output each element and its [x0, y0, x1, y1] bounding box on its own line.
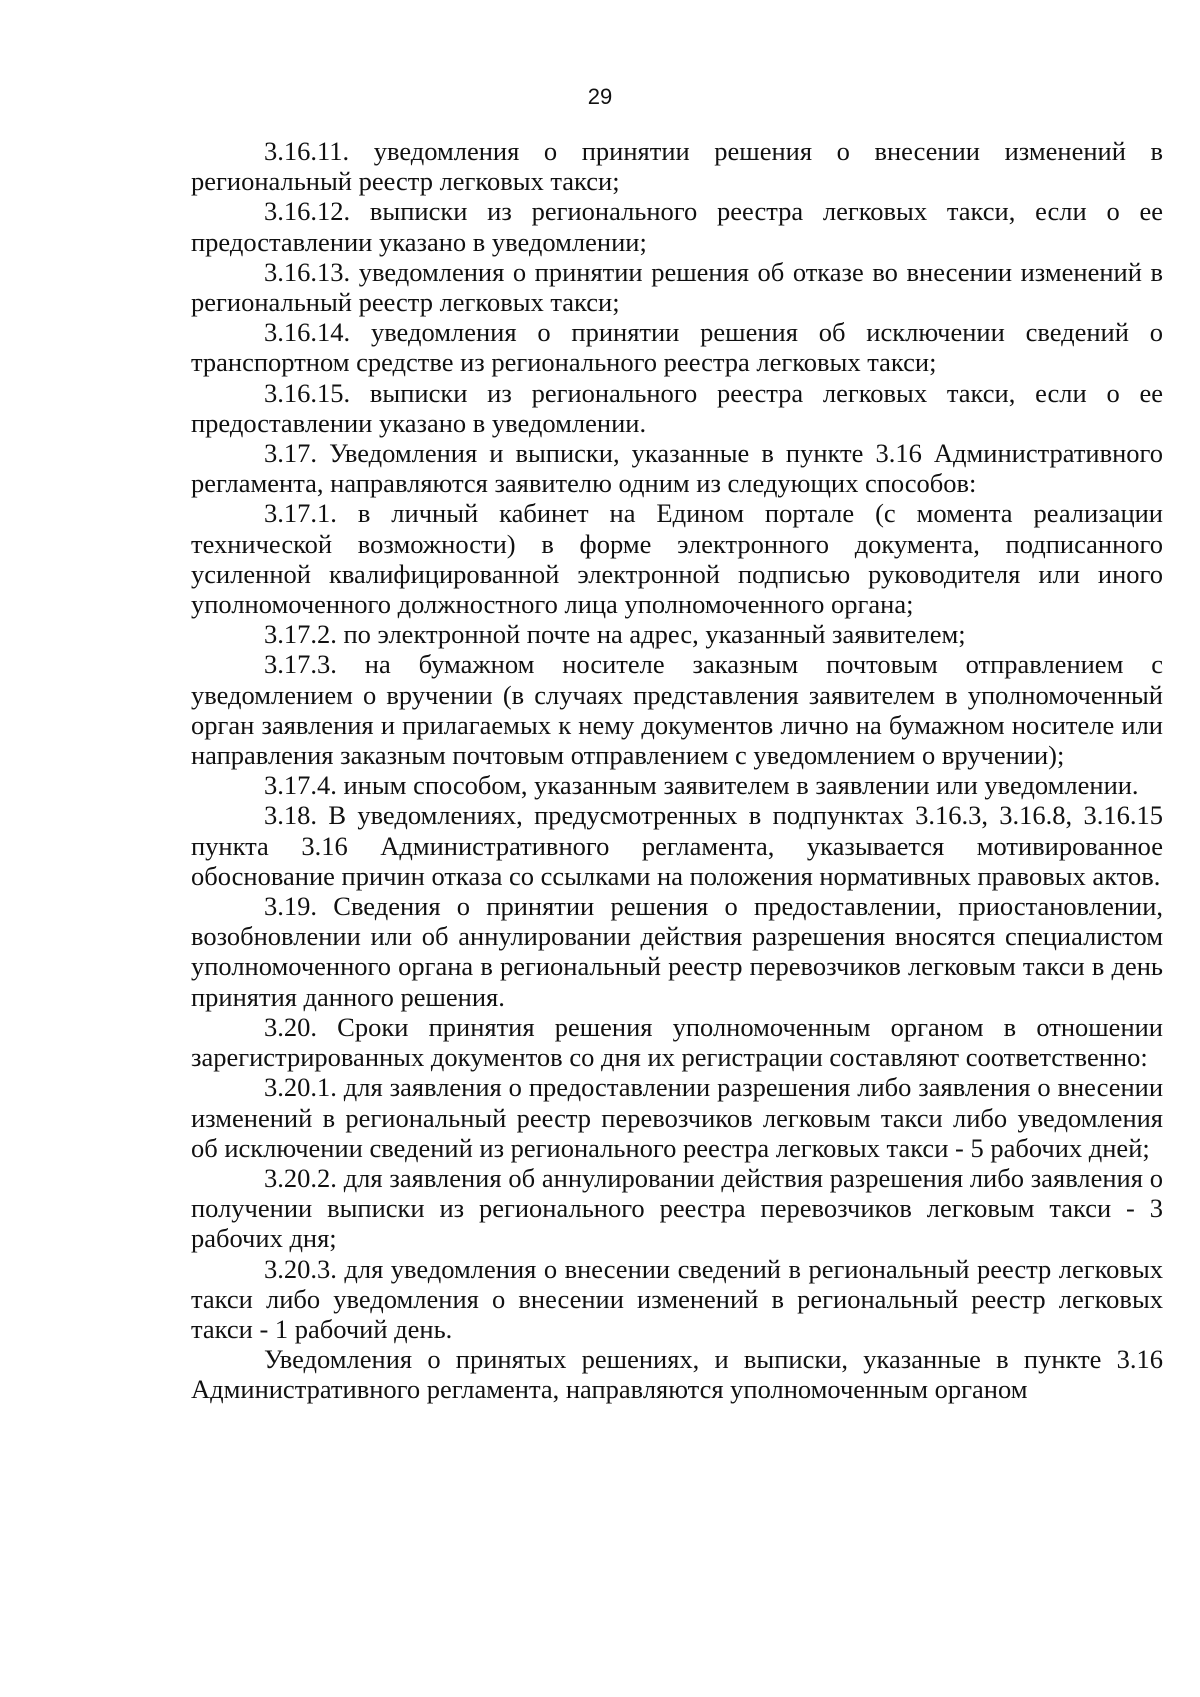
paragraph-3-17-3: 3.17.3. на бумажном носителе заказным почтовым отправлением с уведомлением о вручении (в случаях представления заявителем в уполномоченный орган заявления и прилагаемых к нему документов лично на бумажном носителе или направления заказным почтовым отправлением с уведомлением о вручении);	[191, 649, 1163, 771]
paragraph-3-16-13: 3.16.13. уведомления о принятии решения об отказе во внесении изменений в региональный реестр легковых такси;	[191, 256, 1163, 318]
paragraph-3-20-1: 3.20.1. для заявления о предоставлении разрешения либо заявления о внесении изменений в региональный реестр перевозчиков легковым такси либо уведомления об исключении сведений из регионального реестра легковых такси - 5 рабочих дней;	[191, 1072, 1163, 1163]
paragraph-3-20-2: 3.20.2. для заявления об аннулировании действия разрешения либо заявления о получении выписки из регионального реестра перевозчиков легковым такси - 3 рабочих дня;	[191, 1162, 1163, 1254]
document-body	[191, 136, 1163, 1405]
paragraph-3-17-4: 3.17.4. иным способом, указанным заявителем в заявлении или уведомлении.	[264, 770, 1139, 801]
paragraph-3-16-14: 3.16.14. уведомления о принятии решения об исключении сведений о транспортном средстве из регионального реестра легковых такси;	[191, 317, 1163, 378]
paragraph-3-17-2: 3.17.2. по электронной почте на адрес, указанный заявителем;	[264, 619, 966, 650]
paragraph-3-20: 3.20. Сроки принятия решения уполномоченным органом в отношении зарегистрированных документов со дня их регистрации составляют соответственно:	[191, 1011, 1163, 1073]
paragraph-3-19: 3.19. Сведения о принятии решения о предоставлении, приостановлении, возобновлении или об аннулировании действия разрешения вносятся специалистом уполномоченного органа в региональный реестр перевозчиков легковым такси в день принятия данного решения.	[191, 891, 1163, 1012]
page-number: 29	[587, 84, 613, 109]
paragraph-notifications: Уведомления о принятых решениях, и выписки, указанные в пункте 3.16 Административного регламента, направляются уполномоченным органом	[191, 1344, 1163, 1405]
paragraph-3-17-1: 3.17.1. в личный кабинет на Едином портале (с момента реализации технической возможности) в форме электронного документа, подписанного усиленной квалифицированной электронной подписью руководителя или иного уполномоченного должностного лица уполномоченного органа;	[191, 498, 1163, 620]
paragraph-3-16-15: 3.16.15. выписки из регионального реестра легковых такси, если о ее предоставлении указано в уведомлении.	[191, 377, 1163, 438]
paragraph-3-16-12: 3.16.12. выписки из регионального реестра легковых такси, если о ее предоставлении указано в уведомлении;	[191, 196, 1163, 257]
paragraph-3-16-11: 3.16.11. уведомления о принятии решения о внесении изменений в региональный реестр легковых такси;	[191, 136, 1163, 197]
paragraph-3-18: 3.18. В уведомлениях, предусмотренных в подпунктах 3.16.3, 3.16.8, 3.16.15 пункта 3.16 Административного регламента, указывается мотивированное обоснование причин отказа со ссылками на положения нормативных правовых актов.	[191, 800, 1163, 891]
paragraph-3-20-3: 3.20.3. для уведомления о внесении сведений в региональный реестр легковых такси либо уведомления о внесении изменений в региональный реестр легковых такси - 1 рабочий день.	[191, 1253, 1163, 1344]
paragraph-3-17: 3.17. Уведомления и выписки, указанные в пункте 3.16 Административного регламента, направляются заявителю одним из следующих способов:	[191, 438, 1163, 499]
